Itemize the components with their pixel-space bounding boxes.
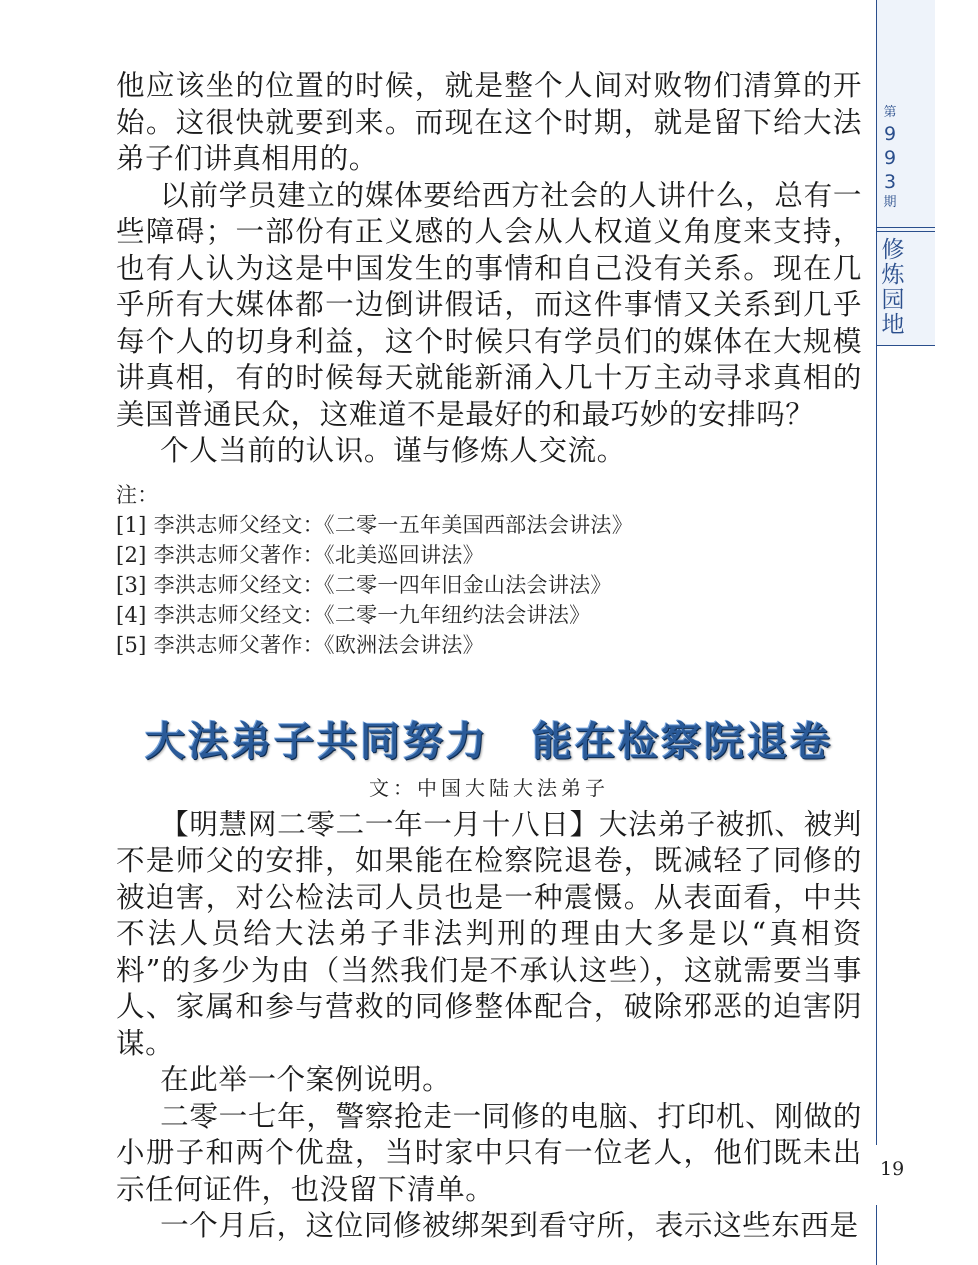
footnote: [1] 李洪志师父经文：《二零一五年美国西部法会讲法》 <box>116 512 634 537</box>
paragraph: 二零一七年，警察抢走一同修的电脑、打印机、刚做的小册子和两个优盘，当时家中只有一位老人，他们既未出示任何证件，也没留下清单。 <box>116 1099 862 1206</box>
main-column <box>116 68 862 1245</box>
section-char: 修 <box>881 237 905 263</box>
issue-digit: 9 <box>883 123 897 145</box>
issue-digit: 9 <box>883 147 897 169</box>
sidebar-divider <box>877 227 935 228</box>
section-label <box>880 238 906 338</box>
byline: 文：中国大陆大法弟子 <box>369 775 609 800</box>
issue-prefix: 第 <box>883 105 897 120</box>
paragraph: 以前学员建立的媒体要给西方社会的人讲什么，总有一些障碍；一部份有正义感的人会从人权道义角度来支持，也有人认为这是中国发生的事情和自己没有关系。现在几乎所有大媒体都一边倒讲假话，而这件事情又关系到几乎每个人的切身利益，这个时候只有学员们的媒体在大规模讲真相，有的时候每天就能新涌入几十万主动寻求真相的美国普通民众，这难道不是最好的和最巧妙的安排吗？ <box>116 178 862 431</box>
sidebar-rule-bottom <box>876 1205 877 1265</box>
page-number: 19 <box>880 1158 905 1180</box>
footnote: [2] 李洪志师父著作：《北美巡回讲法》 <box>116 542 484 567</box>
paragraph: 一个月后，这位同修被绑架到看守所，表示这些东西是 <box>160 1209 859 1242</box>
sidebar-divider <box>877 231 935 232</box>
paragraph: 他应该坐的位置的时候，就是整个人间对败物们清算的开始。这很快就要到来。而现在这个时期，就是留下给大法弟子们讲真相用的。 <box>116 69 862 175</box>
notes-label: 注： <box>116 482 159 507</box>
article-title: 大法弟子共同努力 能在检察院退卷 <box>145 718 833 765</box>
sidebar-divider <box>877 345 935 346</box>
issue-suffix: 期 <box>883 195 897 210</box>
issue-digit: 3 <box>883 171 897 193</box>
paragraph: 【明慧网二零二一年一月十八日】大法弟子被抓、被判不是师父的安排，如果能在检察院退卷，既减轻了同修的被迫害，对公检法司人员也是一种震慑。从表面看，中共不法人员给大法弟子非法判刑的理由大多是以“真相资料”的多少为由（当然我们是不承认这些），这就需要当事人、家属和参与营救的同修整体配合，破除邪恶的迫害阴谋。 <box>116 807 862 1060</box>
section-char: 地 <box>881 312 905 338</box>
footnote: [3] 李洪志师父经文：《二零一四年旧金山法会讲法》 <box>116 572 612 597</box>
footnote: [4] 李洪志师父经文：《二零一九年纽约法会讲法》 <box>116 602 591 627</box>
footnote: [5] 李洪志师父著作：《欧洲法会讲法》 <box>116 632 484 657</box>
section-char: 园 <box>881 287 905 313</box>
issue-number <box>877 104 903 212</box>
section-char: 炼 <box>881 262 905 288</box>
paragraph: 在此举一个案例说明。 <box>160 1063 452 1096</box>
footnotes <box>116 480 862 660</box>
paragraph: 个人当前的认识。谨与修炼人交流。 <box>160 434 626 467</box>
